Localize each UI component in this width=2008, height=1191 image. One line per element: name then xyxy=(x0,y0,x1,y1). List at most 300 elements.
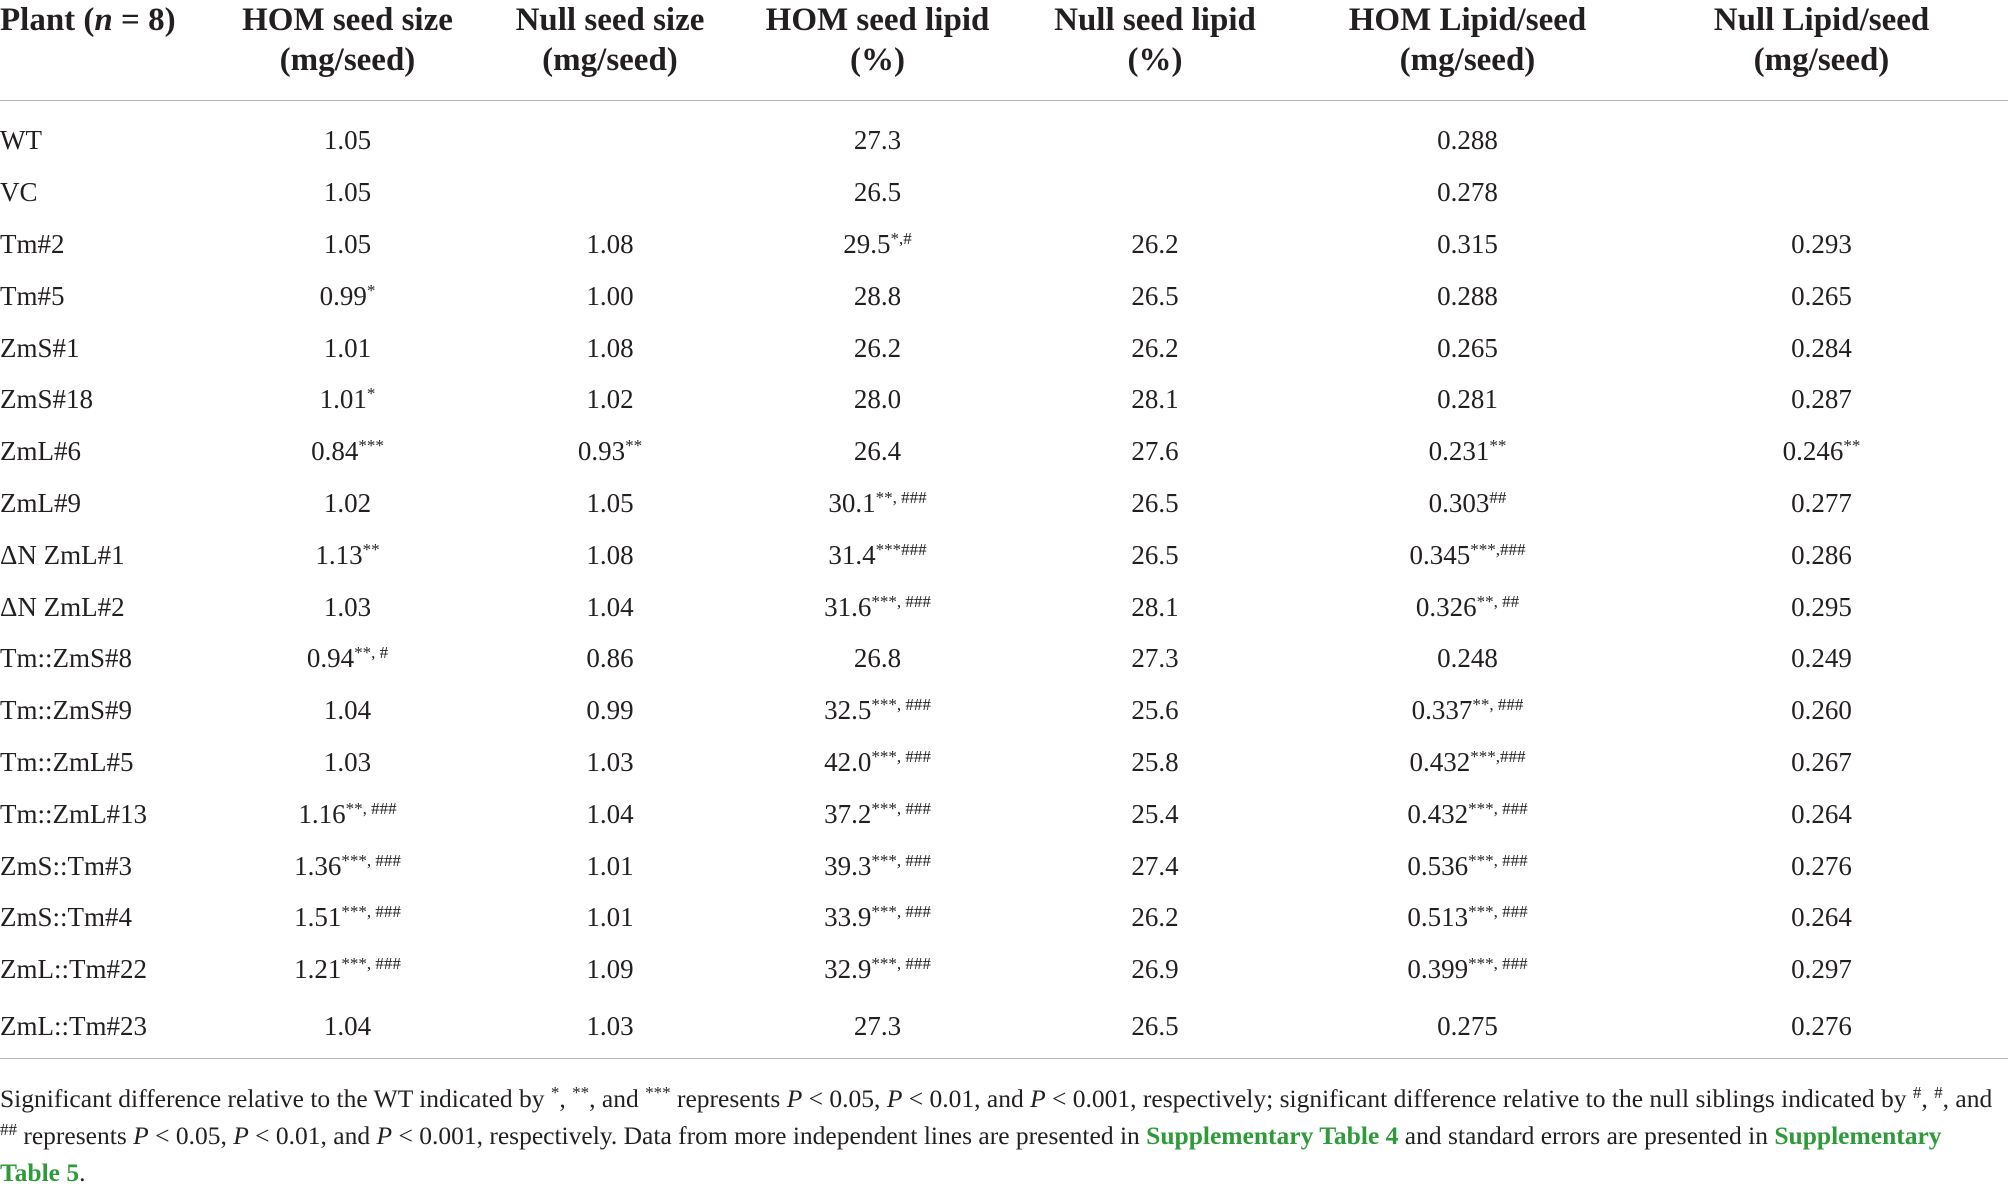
value-text: 26.2 xyxy=(1131,902,1179,933)
plant-cell: Tm::ZmL#5 xyxy=(0,746,134,777)
value-text: 1.04 xyxy=(586,798,634,829)
value-text: 0.337 xyxy=(1411,695,1473,726)
value-text: 1.01 xyxy=(586,850,634,881)
value-text: 1.01 xyxy=(323,332,372,363)
value-text: 1.02 xyxy=(586,384,634,415)
value-cell xyxy=(1635,944,2008,996)
header-null-seed-lipid: Null seed lipid (%) xyxy=(1010,0,1300,101)
value-text: 0.264 xyxy=(1791,798,1852,829)
value-text: 0.94 xyxy=(306,643,355,674)
value-text: 1.00 xyxy=(586,280,634,311)
significance-hash: , ### xyxy=(362,798,397,818)
significance-stars: *** xyxy=(871,954,897,974)
significance-hash: , ### xyxy=(366,954,401,974)
value-text: 28.1 xyxy=(1131,384,1179,415)
value-text: 0.276 xyxy=(1791,850,1852,881)
significance-hash: , ### xyxy=(1493,798,1528,818)
significance-stars: *** xyxy=(341,902,367,922)
plant-cell: WT xyxy=(0,125,42,156)
table-footnote: Significant difference relative to the WT indicated by *, **, and *** represents P < 0.05, P < 0.01, and P < 0.001, respectively; significant difference relative to the null siblings indicated by #, #, and ## represents P < 0.05, P < 0.01, and P < 0.001, respectively. Data from more independent lines are presented in Supplementary Table 4 and standard errors are presented in Supplementary Table 5. xyxy=(0,1083,1993,1187)
value-text: 0.297 xyxy=(1791,954,1852,985)
value-text: 1.08 xyxy=(586,228,634,259)
value-cell xyxy=(1300,270,1635,322)
value-cell xyxy=(1635,529,2008,581)
value-text: 1.03 xyxy=(586,1011,634,1042)
value-cell xyxy=(1300,788,1635,840)
significance-stars: *** xyxy=(1468,798,1494,818)
value-text: 30.1 xyxy=(828,487,876,518)
table-row xyxy=(0,788,2008,840)
value-text: 1.03 xyxy=(323,591,372,622)
value-text: 32.5 xyxy=(824,695,872,726)
value-cell xyxy=(1635,374,2008,426)
value-cell xyxy=(1300,996,1635,1059)
significance-hash: , ### xyxy=(1493,954,1528,974)
value-text: 26.2 xyxy=(853,332,902,363)
value-text: 26.2 xyxy=(1131,228,1179,259)
value-text: 31.6 xyxy=(824,591,872,622)
value-cell xyxy=(745,167,1010,219)
value-cell xyxy=(1010,270,1300,322)
value-text: 0.99 xyxy=(586,695,634,726)
value-cell xyxy=(745,426,1010,478)
value-text: 27.4 xyxy=(1131,850,1179,881)
significance-stars: *** xyxy=(871,746,897,766)
value-text: 1.08 xyxy=(586,539,634,570)
plant-cell: ZmL#9 xyxy=(0,487,81,518)
significance-stars: *** xyxy=(1470,746,1496,766)
value-cell xyxy=(220,996,475,1059)
value-cell xyxy=(1010,374,1300,426)
plant-cell: Tm#5 xyxy=(0,280,65,311)
significance-hash: , ### xyxy=(896,850,931,870)
plant-cell: ΔN ZmL#2 xyxy=(0,591,125,622)
significance-stars: *** xyxy=(341,850,367,870)
significance-stars: *** xyxy=(358,436,384,456)
value-text: 27.3 xyxy=(1131,643,1179,674)
table-row xyxy=(0,840,2008,892)
table-row xyxy=(0,737,2008,789)
significance-stars: ** xyxy=(1472,695,1490,715)
value-cell xyxy=(220,633,475,685)
value-cell xyxy=(1010,529,1300,581)
value-text: 1.09 xyxy=(586,954,634,985)
value-text: 0.284 xyxy=(1791,332,1852,363)
value-text: 0.286 xyxy=(1791,539,1852,570)
plant-cell: VC xyxy=(0,177,38,208)
significance-stars: ** xyxy=(1843,436,1861,456)
value-cell xyxy=(745,944,1010,996)
value-cell xyxy=(1635,581,2008,633)
value-cell xyxy=(220,426,475,478)
value-text: 0.276 xyxy=(1791,1011,1852,1042)
value-text: 27.3 xyxy=(853,125,902,156)
value-cell xyxy=(1635,840,2008,892)
value-cell xyxy=(1300,374,1635,426)
plant-cell: ZmS#18 xyxy=(0,384,94,415)
value-text: 0.231 xyxy=(1428,436,1490,467)
value-text: 0.399 xyxy=(1407,954,1469,985)
value-cell xyxy=(1635,685,2008,737)
significance-stars: * xyxy=(890,228,899,248)
plant-cell: ZmS::Tm#3 xyxy=(0,850,133,881)
value-text: 27.6 xyxy=(1131,436,1179,467)
value-text: 0.249 xyxy=(1791,643,1852,674)
significance-stars: * xyxy=(366,280,376,300)
plant-cell: Tm::ZmL#13 xyxy=(0,798,147,829)
value-text: 1.01 xyxy=(319,384,367,415)
value-text: 31.4 xyxy=(828,539,876,570)
value-cell xyxy=(745,840,1010,892)
significance-hash: , # xyxy=(371,643,389,663)
table-row xyxy=(0,996,2008,1059)
value-text: 0.86 xyxy=(586,643,634,674)
value-cell xyxy=(1635,788,2008,840)
value-cell xyxy=(1300,737,1635,789)
significance-stars: *** xyxy=(1468,850,1494,870)
table-row xyxy=(0,685,2008,737)
value-text: 0.513 xyxy=(1407,902,1469,933)
value-text: 26.4 xyxy=(853,436,902,467)
value-cell xyxy=(1010,788,1300,840)
value-text: 0.315 xyxy=(1437,228,1498,259)
value-cell xyxy=(1635,633,2008,685)
value-text: 0.93 xyxy=(577,436,626,467)
value-cell xyxy=(1635,101,2008,167)
significance-hash: , ### xyxy=(896,695,931,715)
value-text: 26.5 xyxy=(1131,539,1179,570)
header-plant: Plant (n = 8) xyxy=(0,0,220,101)
value-text: 1.36 xyxy=(294,850,342,881)
significance-stars: *** xyxy=(871,695,897,715)
table-row xyxy=(0,219,2008,271)
plant-cell: ZmS#1 xyxy=(0,332,80,363)
value-text: 26.5 xyxy=(853,177,902,208)
value-text: 1.08 xyxy=(586,332,634,363)
significance-stars: *** xyxy=(341,954,367,974)
value-text: 26.9 xyxy=(1131,954,1179,985)
value-cell xyxy=(1635,426,2008,478)
value-cell xyxy=(475,944,745,996)
value-cell xyxy=(220,892,475,944)
significance-hash: , ### xyxy=(366,902,401,922)
significance-stars: ** xyxy=(1476,591,1494,611)
value-text: 0.432 xyxy=(1407,798,1469,829)
value-cell xyxy=(220,101,475,167)
header-null-seed-size: Null seed size (mg/seed) xyxy=(475,0,745,101)
value-cell xyxy=(1010,478,1300,530)
value-cell xyxy=(745,322,1010,374)
value-text: 26.5 xyxy=(1131,1011,1179,1042)
value-cell xyxy=(1300,101,1635,167)
value-cell xyxy=(1300,529,1635,581)
value-text: 0.293 xyxy=(1791,228,1852,259)
value-cell xyxy=(1300,892,1635,944)
value-text: 0.248 xyxy=(1437,643,1498,674)
value-cell xyxy=(1300,685,1635,737)
value-text: 0.287 xyxy=(1791,384,1852,415)
value-cell xyxy=(220,581,475,633)
significance-hash: ## xyxy=(1489,487,1507,507)
value-text: 1.21 xyxy=(294,954,342,985)
value-text: 0.246 xyxy=(1782,436,1844,467)
table-row xyxy=(0,322,2008,374)
value-cell xyxy=(1300,219,1635,271)
value-cell xyxy=(1300,633,1635,685)
value-cell xyxy=(475,737,745,789)
value-text: 1.03 xyxy=(586,746,634,777)
value-cell xyxy=(475,685,745,737)
header-hom-seed-size: HOM seed size (mg/seed) xyxy=(220,0,475,101)
value-cell xyxy=(1010,892,1300,944)
value-cell xyxy=(1010,426,1300,478)
value-text: 0.288 xyxy=(1437,280,1498,311)
value-cell xyxy=(1635,892,2008,944)
value-cell xyxy=(1300,944,1635,996)
significance-stars: *** xyxy=(871,798,897,818)
significance-stars: ** xyxy=(1489,436,1507,456)
significance-stars: ** xyxy=(345,798,363,818)
value-cell xyxy=(1010,167,1300,219)
value-cell xyxy=(475,996,745,1059)
value-text: 26.8 xyxy=(853,643,902,674)
value-text: 0.84 xyxy=(311,436,359,467)
significance-stars: ** xyxy=(354,643,372,663)
plant-cell: ΔN ZmL#1 xyxy=(0,539,125,570)
significance-stars: *** xyxy=(871,902,897,922)
significance-hash: , ### xyxy=(892,487,927,507)
value-text: 1.04 xyxy=(323,1011,372,1042)
significance-hash: , ### xyxy=(896,591,931,611)
table-row xyxy=(0,944,2008,996)
header-hom-seed-lipid: HOM seed lipid (%) xyxy=(745,0,1010,101)
value-text: 0.265 xyxy=(1437,332,1498,363)
value-text: 1.05 xyxy=(323,177,372,208)
plant-cell: Tm::ZmS#8 xyxy=(0,643,133,674)
table-row xyxy=(0,892,2008,944)
value-cell xyxy=(1010,633,1300,685)
value-cell xyxy=(220,478,475,530)
value-text: 1.05 xyxy=(586,487,634,518)
header-hom-lipid-per-seed: HOM Lipid/seed (mg/seed) xyxy=(1300,0,1635,101)
value-text: 26.2 xyxy=(1131,332,1179,363)
value-text: 0.295 xyxy=(1791,591,1852,622)
significance-hash: ,# xyxy=(899,228,912,248)
value-text: 0.267 xyxy=(1791,746,1852,777)
value-cell xyxy=(1635,478,2008,530)
value-cell xyxy=(220,167,475,219)
significance-stars: *** xyxy=(875,539,902,559)
significance-hash: , ### xyxy=(896,746,931,766)
value-text: 0.260 xyxy=(1791,695,1852,726)
value-cell xyxy=(475,219,745,271)
significance-stars: *** xyxy=(871,850,897,870)
value-cell xyxy=(1300,167,1635,219)
value-cell xyxy=(1635,219,2008,271)
value-cell xyxy=(1635,270,2008,322)
value-text: 25.8 xyxy=(1131,746,1179,777)
significance-hash: , ### xyxy=(1489,695,1524,715)
value-text: 33.9 xyxy=(824,902,872,933)
significance-hash: , ### xyxy=(896,798,931,818)
significance-hash: ,### xyxy=(1495,539,1526,559)
value-text: 0.288 xyxy=(1437,125,1498,156)
value-cell xyxy=(475,892,745,944)
value-cell xyxy=(1010,581,1300,633)
significance-stars: *** xyxy=(1468,902,1494,922)
value-text: 26.5 xyxy=(1131,280,1179,311)
significance-hash: , ### xyxy=(1493,902,1528,922)
value-cell xyxy=(475,840,745,892)
value-cell xyxy=(1010,219,1300,271)
value-cell xyxy=(745,581,1010,633)
value-cell xyxy=(1300,478,1635,530)
value-cell xyxy=(745,737,1010,789)
value-text: 28.1 xyxy=(1131,591,1179,622)
value-text: 1.13 xyxy=(315,539,363,570)
value-cell xyxy=(475,478,745,530)
value-cell xyxy=(1010,101,1300,167)
significance-stars: * xyxy=(366,384,376,404)
value-text: 0.99 xyxy=(319,280,367,311)
value-cell xyxy=(745,996,1010,1059)
value-cell xyxy=(745,101,1010,167)
value-text: 37.2 xyxy=(824,798,872,829)
value-text: 1.01 xyxy=(586,902,634,933)
table-row xyxy=(0,167,2008,219)
value-text: 32.9 xyxy=(824,954,872,985)
value-text: 29.5 xyxy=(843,228,891,259)
value-cell xyxy=(745,529,1010,581)
value-cell xyxy=(745,270,1010,322)
value-text: 0.432 xyxy=(1409,746,1471,777)
value-cell xyxy=(220,322,475,374)
table-row xyxy=(0,633,2008,685)
value-cell xyxy=(745,788,1010,840)
value-text: 0.275 xyxy=(1437,1011,1498,1042)
supplementary-table-4-link[interactable]: Supplementary Table 4 xyxy=(1146,1121,1399,1150)
table-row xyxy=(0,101,2008,167)
table-row xyxy=(0,581,2008,633)
plant-cell: Tm#2 xyxy=(0,228,65,259)
value-cell xyxy=(220,944,475,996)
value-text: 1.16 xyxy=(298,798,346,829)
value-cell xyxy=(475,322,745,374)
value-cell xyxy=(1010,322,1300,374)
value-text: 39.3 xyxy=(824,850,872,881)
value-cell xyxy=(1635,167,2008,219)
value-text: 42.0 xyxy=(824,746,872,777)
value-text: 28.8 xyxy=(853,280,902,311)
value-cell xyxy=(475,426,745,478)
value-text: 28.0 xyxy=(853,384,902,415)
plant-cell: Tm::ZmS#9 xyxy=(0,695,133,726)
significance-stars: *** xyxy=(1468,954,1494,974)
table-row xyxy=(0,374,2008,426)
value-cell xyxy=(475,788,745,840)
significance-hash: , ### xyxy=(896,954,931,974)
value-cell xyxy=(745,219,1010,271)
significance-hash: , ### xyxy=(1493,850,1528,870)
value-cell xyxy=(1300,426,1635,478)
value-text: 0.536 xyxy=(1407,850,1469,881)
value-text: 0.278 xyxy=(1437,177,1498,208)
significance-hash: , ### xyxy=(896,902,931,922)
value-text: 0.277 xyxy=(1791,487,1852,518)
value-cell xyxy=(220,270,475,322)
value-cell xyxy=(1010,996,1300,1059)
value-text: 1.03 xyxy=(323,746,372,777)
value-text: 0.281 xyxy=(1437,384,1498,415)
value-cell xyxy=(475,101,745,167)
value-cell xyxy=(1010,944,1300,996)
supplementary-table-5-link[interactable]: Supplementary Table 5 xyxy=(0,1121,1942,1187)
value-text: 25.6 xyxy=(1131,695,1179,726)
value-cell xyxy=(220,374,475,426)
value-text: 1.05 xyxy=(323,125,372,156)
value-cell xyxy=(1010,737,1300,789)
significance-stars: ** xyxy=(625,436,643,456)
value-cell xyxy=(475,633,745,685)
value-cell xyxy=(475,167,745,219)
plant-cell: ZmL#6 xyxy=(0,436,81,467)
value-cell xyxy=(220,737,475,789)
table-row xyxy=(0,529,2008,581)
value-cell xyxy=(745,374,1010,426)
value-cell xyxy=(745,685,1010,737)
value-text: 0.265 xyxy=(1791,280,1852,311)
value-text: 1.51 xyxy=(294,902,342,933)
table-body xyxy=(0,101,2008,1059)
value-text: 1.04 xyxy=(323,695,372,726)
value-cell xyxy=(220,685,475,737)
table-row xyxy=(0,270,2008,322)
value-cell xyxy=(220,219,475,271)
value-cell xyxy=(475,270,745,322)
header-null-lipid-per-seed: Null Lipid/seed (mg/seed) xyxy=(1635,0,2008,101)
value-text: 1.04 xyxy=(586,591,634,622)
significance-stars: *** xyxy=(871,591,897,611)
value-cell xyxy=(220,840,475,892)
value-cell xyxy=(745,478,1010,530)
value-text: 26.5 xyxy=(1131,487,1179,518)
significance-hash: , ## xyxy=(1493,591,1520,611)
significance-hash: , ### xyxy=(366,850,401,870)
plant-cell: ZmL::Tm#22 xyxy=(0,954,147,985)
significance-stars: *** xyxy=(1470,539,1496,559)
table-row xyxy=(0,426,2008,478)
value-cell xyxy=(1300,840,1635,892)
value-text: 27.3 xyxy=(853,1011,902,1042)
plant-cell: ZmL::Tm#23 xyxy=(0,996,220,1059)
value-cell xyxy=(220,788,475,840)
value-cell xyxy=(1635,737,2008,789)
value-cell xyxy=(475,529,745,581)
value-text: 0.303 xyxy=(1428,487,1490,518)
significance-stars: ** xyxy=(875,487,893,507)
table-row xyxy=(0,478,2008,530)
significance-hash: ,### xyxy=(1495,746,1526,766)
value-text: 0.264 xyxy=(1791,902,1852,933)
value-cell xyxy=(1010,840,1300,892)
value-cell xyxy=(475,581,745,633)
value-text: 0.326 xyxy=(1415,591,1477,622)
value-cell xyxy=(220,529,475,581)
significance-hash: ### xyxy=(901,539,927,559)
value-cell xyxy=(1010,685,1300,737)
value-cell xyxy=(745,633,1010,685)
value-cell xyxy=(1300,581,1635,633)
